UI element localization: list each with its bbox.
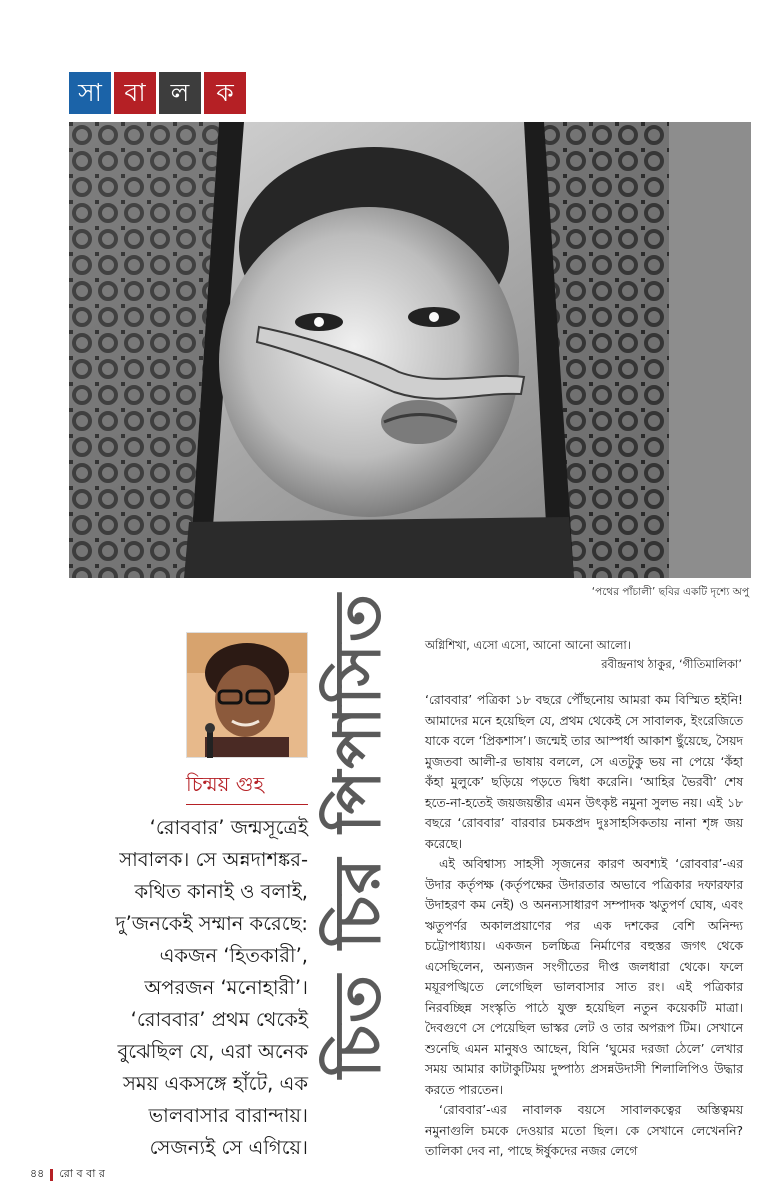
section-tag-letter: ক: [204, 72, 246, 114]
epigraph-source: রবীন্দ্রনাথ ঠাকুর, ‘গীতিমালিকা’: [601, 657, 742, 671]
section-tag-letter: ল: [159, 72, 201, 114]
hero-photo: [69, 122, 751, 578]
pull-quote: ‘রোববার’ জন্মসূত্রেই সাবালক। সে অন্নদাশঙ্কর-কথিত কানাই ও বলাই, দু’জনকেই সম্মান করেছে: একজন ‘হিতকারী’, অপরজন ‘মনোহারী’। ‘রোববার’ প্রথম থেকেই বুঝেছিল যে, এরা অনেক সময় একসঙ্গে হাঁটে, এক ভালবাসার বারান্দায়। সেজন্যই সে এগিয়ে।: [115, 816, 308, 1159]
page-number: ৪৪: [30, 1167, 45, 1180]
photo-caption: ‘পথের পাঁচালী’ ছবির একটি দৃশ্যে অপু: [591, 586, 749, 598]
article-body: [425, 690, 743, 1158]
page-footer: [30, 1165, 105, 1184]
author-photo: [186, 632, 308, 758]
section-tag: [69, 72, 249, 114]
epigraph-line: অগ্নিশিখা, এসো এসো, আনো আনো আলো।: [425, 638, 631, 652]
divider: [50, 1169, 53, 1181]
article-title: [318, 592, 408, 1078]
article-title-text: চিত চির পিপাসিত: [321, 592, 396, 1078]
magazine-name: রো ব বা র: [59, 1167, 105, 1180]
article-paragraph: ‘রোববার’ পত্রিকা ১৮ বছরে পৌঁছনোয় আমরা কম বিস্মিত হইনি! আমাদের মনে হয়েছিল যে, প্রথম থেকেই সে সাবালক, ইংরেজিতে যাকে বলে ‘প্রিকশাস’। জন্মেই তার আস্পর্ধা আকাশ ছুঁয়েছে, সৈয়দ মুজতবা আলী-র ভাষায় বললে, সে এতটুকু ভয় না পেয়ে ‘কঁহা কঁহা মুলুকে’ ছড়িয়ে পড়তে দ্বিধা করেনি। ‘আহির ভৈরবী’ শেষ হতে-না-হতেই জয়জয়ন্তীর এমন উৎকৃষ্ট নমুনা সুলভ নয়। এই ১৮ বছরে ‘রোববার’ বারবার চমকপ্রদ দুঃসাহসিকতায় নানা শৃঙ্গ জয় করেছে।: [425, 693, 743, 851]
article-paragraph: ‘রোববার’-এর নাবালক বয়সে সাবালকত্বের অস্তিত্বময় নমুনাগুলি চমকে দেওয়ার মতো ছিল। কে সেখানে লেখেননি? তালিকা দেব না, পাছে ঈর্ষুকদের নজর লেগে: [425, 1103, 743, 1158]
divider: [186, 804, 308, 805]
section-tag-letter: সা: [69, 72, 111, 114]
author-name: চিন্ময় গুহ: [186, 772, 265, 796]
section-tag-letter: বা: [114, 72, 156, 114]
article-paragraph: এই অবিশ্বাস্য সাহসী সৃজনের কারণ অবশ্যই ‘রোববার’-এর উদার কর্তৃপক্ষ (কর্তৃপক্ষের উদারতার অভাবে পত্রিকার দফারফার উদাহরণ কম নেই) ও অনন্যসাধারণ সম্পাদক ঋতুপর্ণ ঘোষ, এবং ঋতুপর্ণর অকালপ্রয়াণের পর এক দশকের বেশি অনিন্দ্য চট্টোপাধ্যায়। একজন চলচ্চিত্র নির্মাণের বহুস্তর জগৎ থেকে এসেছিলেন, অন্যজন সংগীতের দীপ্ত জলধারা থেকে। ফলে ময়ূরপঙ্খিতে লেগেছিল ভালবাসার সাত রং। এই পত্রিকার নিরবচ্ছিন্ন সংস্কৃতি পাঠে যুক্ত হয়েছিল নতুন কয়েকটি মাত্রা। দৈবগুণে সে পেয়েছিল ভাস্কর লেট ও তার অপরূপ টিম। সেখানে শুনেছি এমন মানুষও আছেন, যিনি ‘ঘুমের দরজা ঠেলে’ লেখার সময় আমার কাটাকুটিময় দুষ্পাঠ্য প্রসন্নউদাসী শিলালিপিও উদ্ধার করতে পারতেন।: [425, 857, 743, 1097]
